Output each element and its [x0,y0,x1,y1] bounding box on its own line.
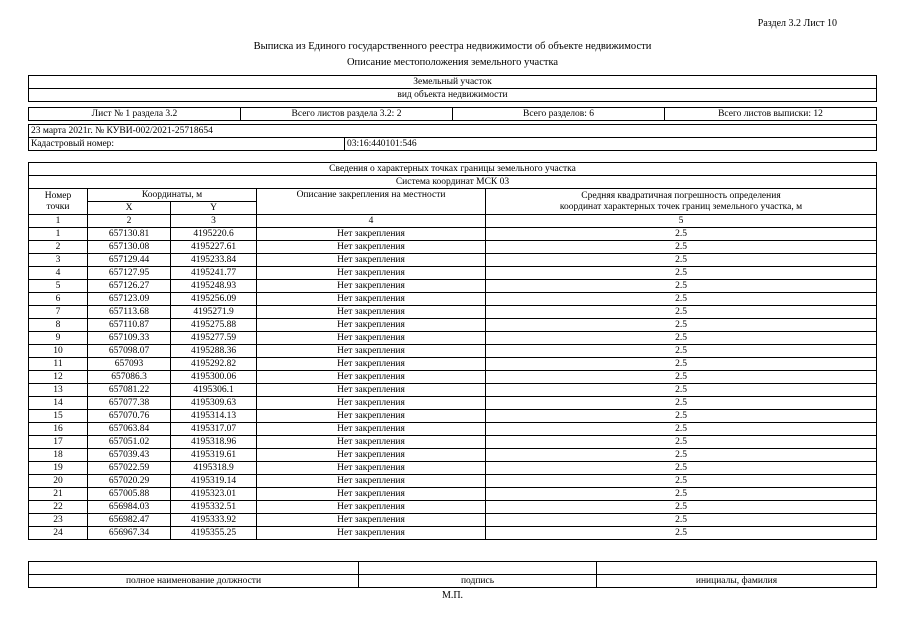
point-y: 4195227.61 [171,241,257,254]
table-row [29,514,877,527]
point-number: 8 [29,319,88,332]
point-error: 2.5 [486,436,877,449]
point-x: 657005.88 [88,488,171,501]
point-x: 657093 [88,358,171,371]
doc-info-block [28,124,877,151]
point-error: 2.5 [486,397,877,410]
point-error: 2.5 [486,527,877,540]
point-y: 4195275.88 [171,319,257,332]
table-row [29,436,877,449]
point-error: 2.5 [486,358,877,371]
stamp-label: М.П. [441,590,464,601]
point-error: 2.5 [486,488,877,501]
point-error: 2.5 [486,306,877,319]
point-number: 1 [29,228,88,241]
point-number: 2 [29,241,88,254]
point-desc: Нет закрепления [257,462,486,475]
object-kind: вид объекта недвижимости [29,89,877,102]
table-row [29,397,877,410]
cadastral-value: 03:16:440101:546 [345,138,877,151]
point-desc: Нет закрепления [257,280,486,293]
point-desc: Нет закрепления [257,241,486,254]
point-y: 4195233.84 [171,254,257,267]
point-y: 4195241.77 [171,267,257,280]
point-number: 10 [29,345,88,358]
col-error-line2: координат характерных точек границ земельного участка, м [559,201,803,212]
date-number: 23 марта 2021г. № КУВИ-002/2021-25718654 [29,125,877,138]
col-error-line1: Средняя квадратичная погрешность определения [581,190,781,201]
point-y: 4195271.9 [171,306,257,319]
point-y: 4195277.59 [171,332,257,345]
point-desc: Нет закрепления [257,397,486,410]
point-desc: Нет закрепления [257,306,486,319]
point-error: 2.5 [486,475,877,488]
table-row [29,345,877,358]
points-table [28,162,877,540]
point-x: 657039.43 [88,449,171,462]
point-number: 14 [29,397,88,410]
point-desc: Нет закрепления [257,449,486,462]
point-x: 657070.76 [88,410,171,423]
table-row [29,228,877,241]
table-row [29,449,877,462]
point-error: 2.5 [486,501,877,514]
point-desc: Нет закрепления [257,267,486,280]
point-x: 657123.09 [88,293,171,306]
extract-title: Выписка из Единого государственного реестра недвижимости об объекте недвижимости [253,41,652,52]
col-error-header [486,189,877,215]
point-x: 656982.47 [88,514,171,527]
point-number: 9 [29,332,88,345]
point-number: 20 [29,475,88,488]
point-desc: Нет закрепления [257,436,486,449]
point-x: 656967.34 [88,527,171,540]
point-error: 2.5 [486,462,877,475]
signature-blank-sign [359,562,597,575]
col-num-4: 4 [257,215,486,228]
point-number: 16 [29,423,88,436]
point-x: 657020.29 [88,475,171,488]
point-desc: Нет закрепления [257,293,486,306]
point-error: 2.5 [486,371,877,384]
table-row [29,423,877,436]
point-error: 2.5 [486,280,877,293]
table-row [29,384,877,397]
point-number: 19 [29,462,88,475]
point-error: 2.5 [486,319,877,332]
point-error: 2.5 [486,423,877,436]
point-y: 4195318.9 [171,462,257,475]
col-x-header: X [88,202,171,215]
point-number: 15 [29,410,88,423]
point-y: 4195355.25 [171,527,257,540]
point-x: 657051.02 [88,436,171,449]
point-desc: Нет закрепления [257,371,486,384]
point-x: 657086.3 [88,371,171,384]
point-y: 4195323.01 [171,488,257,501]
point-number: 23 [29,514,88,527]
point-x: 657063.84 [88,423,171,436]
signature-blank-position [29,562,359,575]
point-number: 7 [29,306,88,319]
point-number: 6 [29,293,88,306]
point-number: 17 [29,436,88,449]
point-y: 4195333.92 [171,514,257,527]
point-y: 4195248.93 [171,280,257,293]
object-block [28,75,877,102]
point-x: 656984.03 [88,501,171,514]
point-y: 4195314.13 [171,410,257,423]
point-error: 2.5 [486,384,877,397]
point-y: 4195288.36 [171,345,257,358]
table-row [29,462,877,475]
table-row [29,475,877,488]
point-desc: Нет закрепления [257,488,486,501]
col-num-1: 1 [29,215,88,228]
sections-total: Всего разделов: 6 [453,108,665,121]
point-number: 12 [29,371,88,384]
table-row [29,293,877,306]
cadastral-label: Кадастровый номер: [29,138,345,151]
point-desc: Нет закрепления [257,254,486,267]
sheet-of-section: Лист № 1 раздела 3.2 [29,108,241,121]
point-x: 657098.07 [88,345,171,358]
table-row [29,306,877,319]
point-desc: Нет закрепления [257,501,486,514]
table-row [29,254,877,267]
col-desc-header: Описание закрепления на местности [257,189,486,215]
point-y: 4195319.61 [171,449,257,462]
point-number: 18 [29,449,88,462]
point-x: 657113.68 [88,306,171,319]
point-y: 4195318.96 [171,436,257,449]
table-row [29,267,877,280]
point-x: 657077.38 [88,397,171,410]
extract-subtitle: Описание местоположения земельного участка [346,57,559,68]
section-sheet-label: Раздел 3.2 Лист 10 [757,18,837,29]
point-number: 24 [29,527,88,540]
table-row [29,527,877,540]
point-error: 2.5 [486,267,877,280]
point-number: 22 [29,501,88,514]
point-y: 4195309.63 [171,397,257,410]
point-desc: Нет закрепления [257,514,486,527]
col-number-line1: Номер [44,190,72,201]
point-error: 2.5 [486,449,877,462]
point-x: 657130.08 [88,241,171,254]
table-row [29,371,877,384]
point-error: 2.5 [486,228,877,241]
col-number-row [29,215,877,228]
col-num-3: 3 [171,215,257,228]
point-desc: Нет закрепления [257,319,486,332]
point-x: 657109.33 [88,332,171,345]
point-number: 21 [29,488,88,501]
point-x: 657126.27 [88,280,171,293]
point-error: 2.5 [486,345,877,358]
point-number: 4 [29,267,88,280]
sheet-info-block [28,107,877,121]
table-row [29,332,877,345]
col-num-5: 5 [486,215,877,228]
point-desc: Нет закрепления [257,475,486,488]
point-error: 2.5 [486,514,877,527]
point-desc: Нет закрепления [257,410,486,423]
point-number: 3 [29,254,88,267]
point-desc: Нет закрепления [257,332,486,345]
points-table-block [28,162,877,540]
point-x: 657130.81 [88,228,171,241]
point-y: 4195306.1 [171,384,257,397]
col-number-header [29,189,88,215]
point-desc: Нет закрепления [257,527,486,540]
point-desc: Нет закрепления [257,423,486,436]
point-x: 657127.95 [88,267,171,280]
point-error: 2.5 [486,293,877,306]
point-x: 657081.22 [88,384,171,397]
col-coords-header: Координаты, м [88,189,257,202]
point-y: 4195319.14 [171,475,257,488]
point-desc: Нет закрепления [257,358,486,371]
table-row [29,410,877,423]
col-num-2: 2 [88,215,171,228]
point-desc: Нет закрепления [257,384,486,397]
point-y: 4195317.07 [171,423,257,436]
table-row [29,501,877,514]
point-number: 5 [29,280,88,293]
table-row [29,358,877,371]
object-name: Земельный участок [29,76,877,89]
sign-label: подпись [359,575,597,588]
table-row [29,241,877,254]
col-number-line2: точки [46,201,70,212]
point-number: 13 [29,384,88,397]
table-row [29,280,877,293]
signature-block [28,561,877,588]
point-error: 2.5 [486,241,877,254]
position-label: полное наименование должности [29,575,359,588]
table-row [29,488,877,501]
point-x: 657129.44 [88,254,171,267]
name-label: инициалы, фамилия [597,575,877,588]
point-y: 4195332.51 [171,501,257,514]
point-y: 4195292.82 [171,358,257,371]
point-error: 2.5 [486,410,877,423]
sheets-total: Всего листов выписки: 12 [665,108,877,121]
point-x: 657110.87 [88,319,171,332]
point-y: 4195256.09 [171,293,257,306]
point-y: 4195220.6 [171,228,257,241]
point-y: 4195300.06 [171,371,257,384]
sheets-in-section: Всего листов раздела 3.2: 2 [241,108,453,121]
point-desc: Нет закрепления [257,228,486,241]
table-row [29,319,877,332]
point-number: 11 [29,358,88,371]
point-desc: Нет закрепления [257,345,486,358]
point-error: 2.5 [486,332,877,345]
signature-blank-name [597,562,877,575]
coord-system: Система координат МСК 03 [29,176,877,189]
col-y-header: Y [171,202,257,215]
points-table-title: Сведения о характерных точках границы земельного участка [29,163,877,176]
point-x: 657022.59 [88,462,171,475]
point-error: 2.5 [486,254,877,267]
